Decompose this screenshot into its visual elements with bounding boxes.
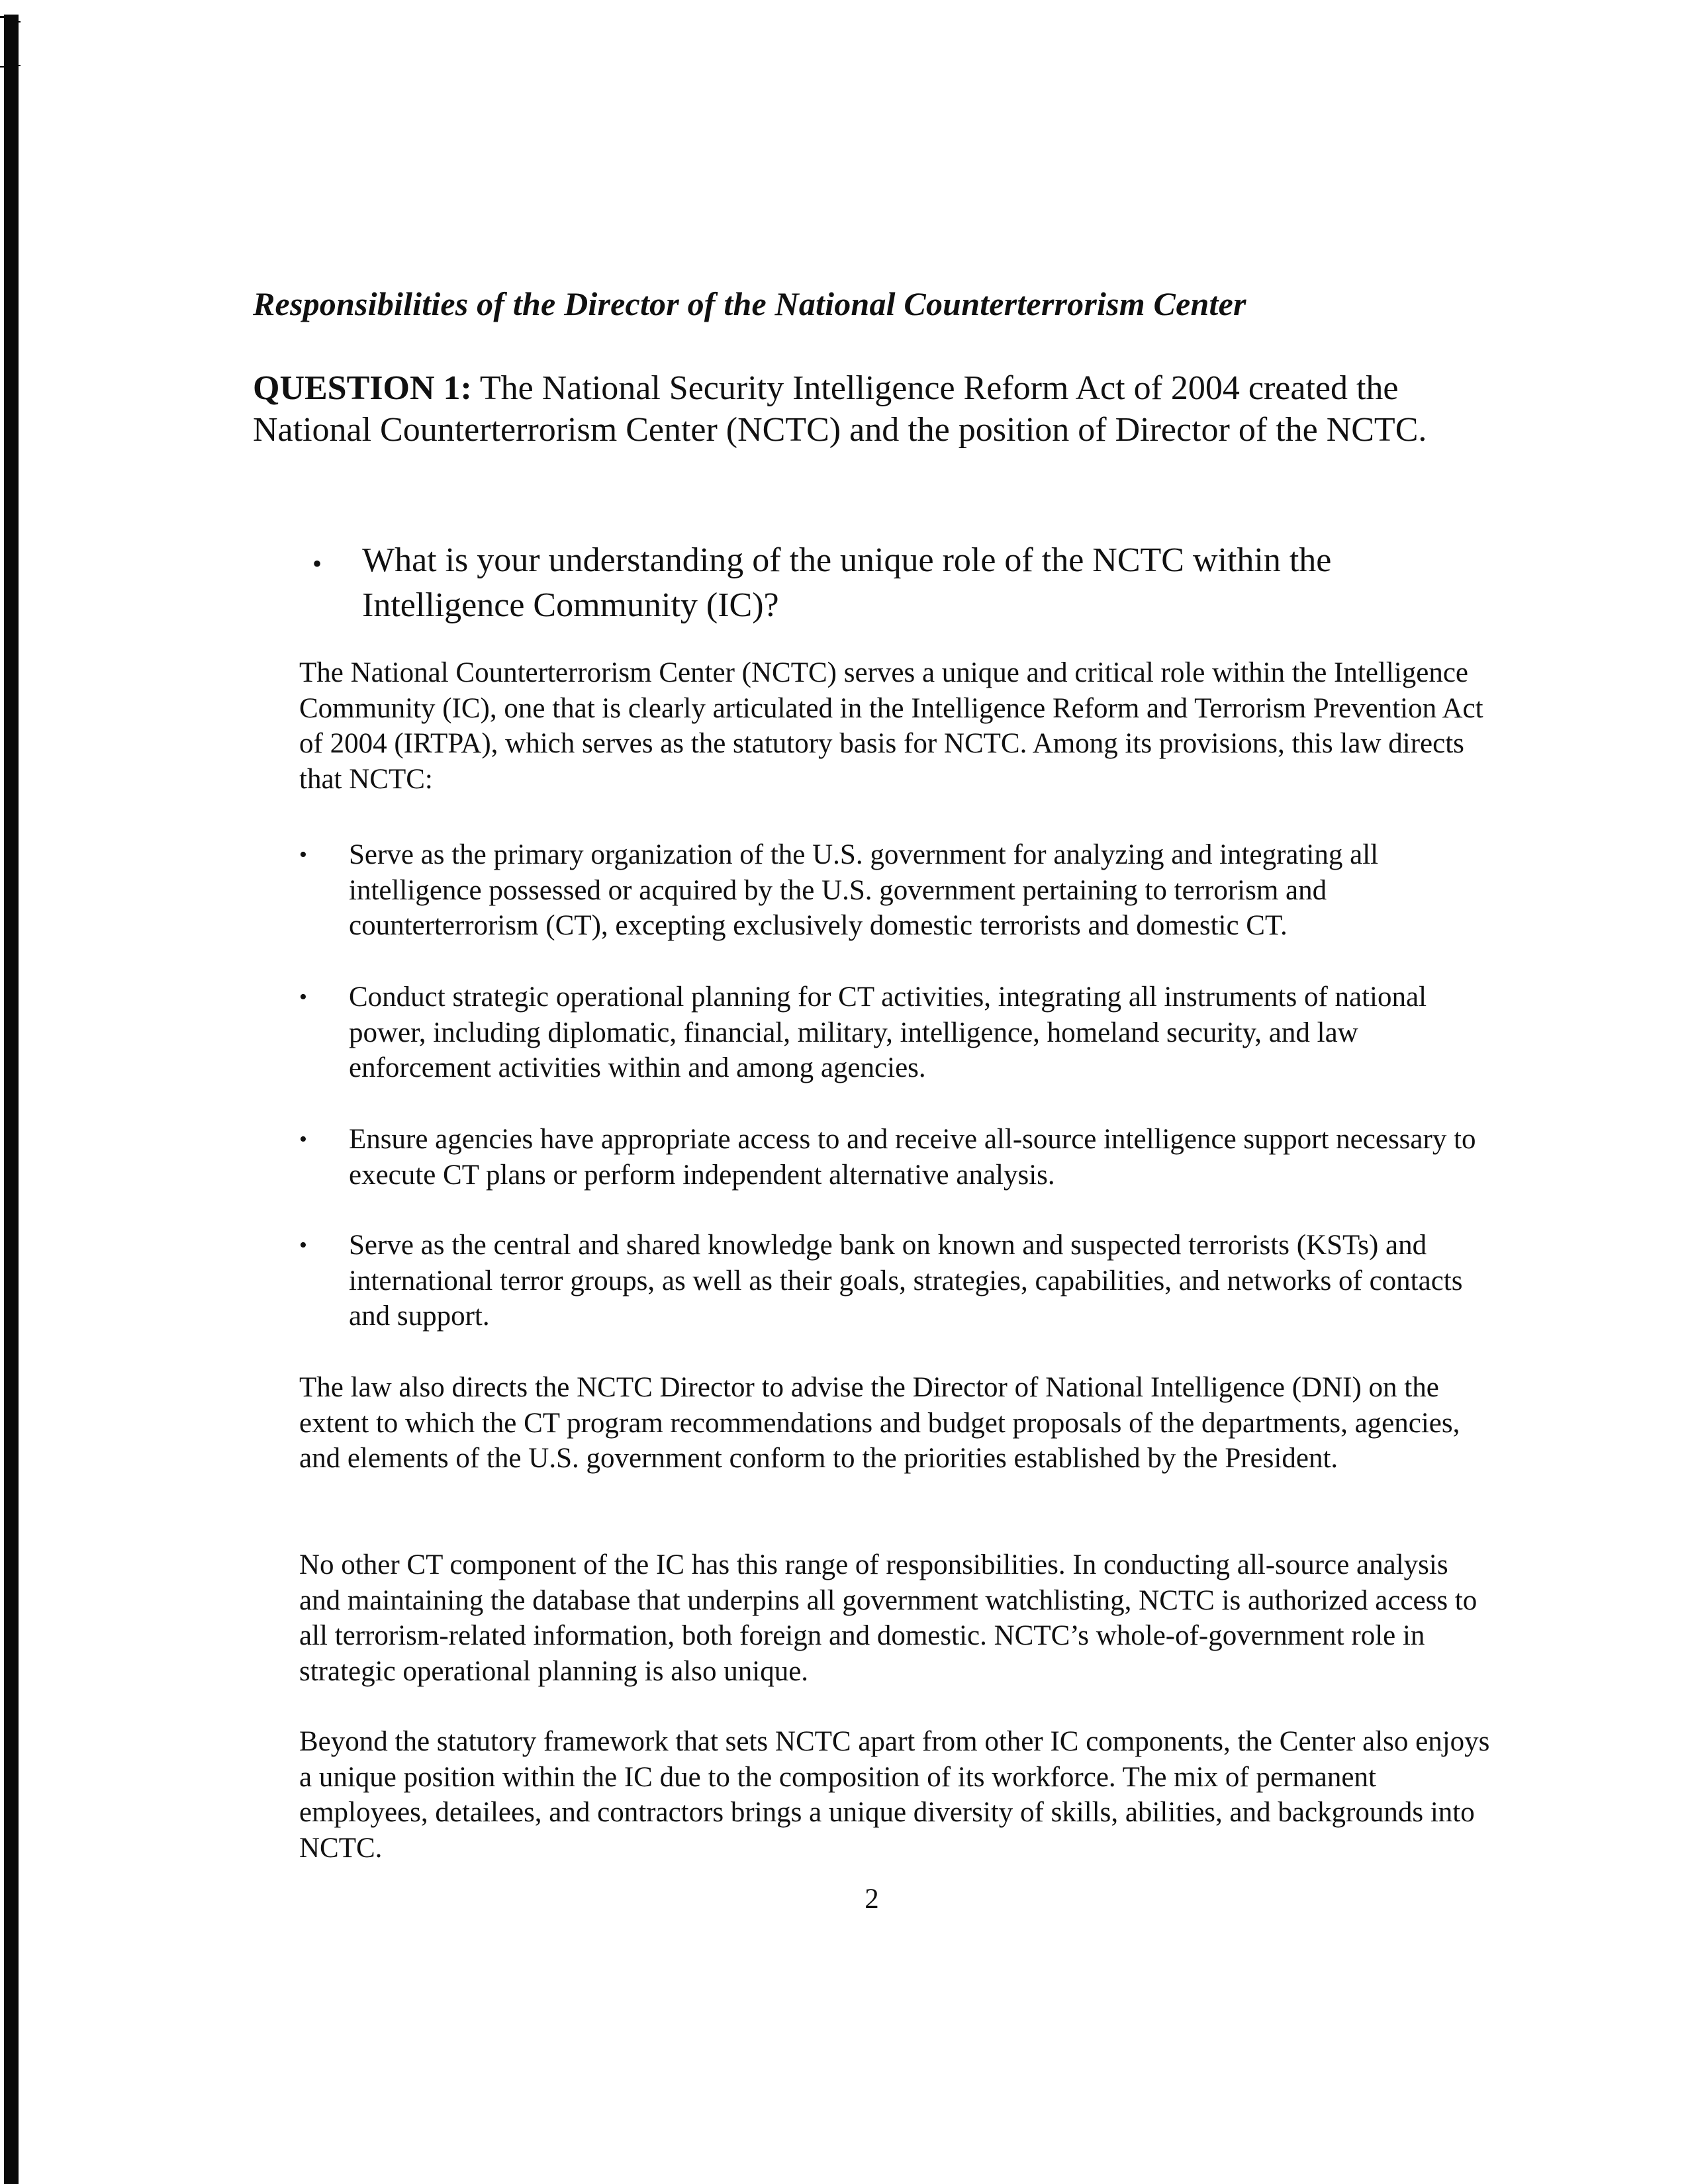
body-paragraph: The law also directs the NCTC Director to advise the Director of National Intelligence (DNI) on the extent to which the CT program recommendations and budget proposals of the departments, agencies, and elements of the U.S. government conform to the priorities established by the President. — [299, 1372, 1460, 1474]
scan-speck — [19, 65, 21, 66]
scan-speck — [0, 66, 4, 68]
bullet-icon: • — [299, 985, 307, 1009]
provision-text: Ensure agencies have appropriate access to and receive all-source intelligence support necessary to execute CT plans or perform independent alternative analysis. — [349, 1124, 1476, 1191]
provision-text: Serve as the central and shared knowledge bank on known and suspected terrorists (KSTs) and international terror groups, as well as their goals, strategies, capabilities, and networks of contacts and support. — [349, 1230, 1463, 1332]
provision-text: Serve as the primary organization of the U.S. government for analyzing and integrating all intelligence possessed or acquired by the U.S. government pertaining to terrorism and counterterrorism (CT), excepting exclusively domestic terrorists and domestic CT. — [349, 839, 1379, 941]
provision-item — [299, 1228, 1491, 1334]
provision-text: Conduct strategic operational planning for CT activities, integrating all instruments of national power, including diplomatic, financial, military, intelligence, homeland security, and law enforcement activities within and among agencies. — [349, 981, 1427, 1083]
bullet-icon: • — [299, 1233, 307, 1257]
provision-item — [299, 979, 1491, 1086]
provision-item — [299, 837, 1491, 944]
scan-speck — [19, 21, 21, 23]
scan-edge-artifact — [4, 15, 19, 2184]
question-1 — [253, 367, 1491, 451]
provision-item — [299, 1122, 1491, 1193]
bullet-icon: • — [299, 1127, 307, 1152]
section-title: Responsibilities of the Director of the National Counterterrorism Center — [253, 285, 1246, 322]
bullet-icon: • — [312, 548, 322, 578]
sub-question-text: What is your understanding of the unique role of the NCTC within the Intelligence Community (IC)? — [362, 541, 1332, 624]
body-paragraph: Beyond the statutory framework that sets NCTC apart from other IC components, the Center also enjoys a unique position within the IC due to the composition of its workforce. The mix of permanent employees, detailees, and contractors brings a unique diversity of skills, abilities, and backgrounds into NCTC. — [299, 1726, 1490, 1864]
answer-intro-paragraph: The National Counterterrorism Center (NCTC) serves a unique and critical role within the Intelligence Community (IC), one that is clearly articulated in the Intelligence Reform and Terrorism Prevention Act of 2004 (IRTPA), which serves as the statutory basis for NCTC. Among its provisions, this law directs that NCTC: — [299, 657, 1483, 795]
question-text: The National Security Intelligence Reform Act of 2004 created the National Counterterrorism Center (NCTC) and the position of Director of the NCTC. — [253, 369, 1427, 449]
sub-question — [312, 539, 1487, 626]
question-label: QUESTION 1: — [253, 369, 472, 407]
page-number: 2 — [865, 1884, 879, 1915]
scan-speck — [0, 16, 4, 18]
body-paragraph: No other CT component of the IC has this range of responsibilities. In conducting all-source analysis and maintaining the database that underpins all government watchlisting, NCTC is authorized access to all terrorism-related information, both foreign and domestic. NCTC’s whole-of-government role in strategic operational planning is also unique. — [299, 1549, 1477, 1687]
bullet-icon: • — [299, 842, 307, 867]
